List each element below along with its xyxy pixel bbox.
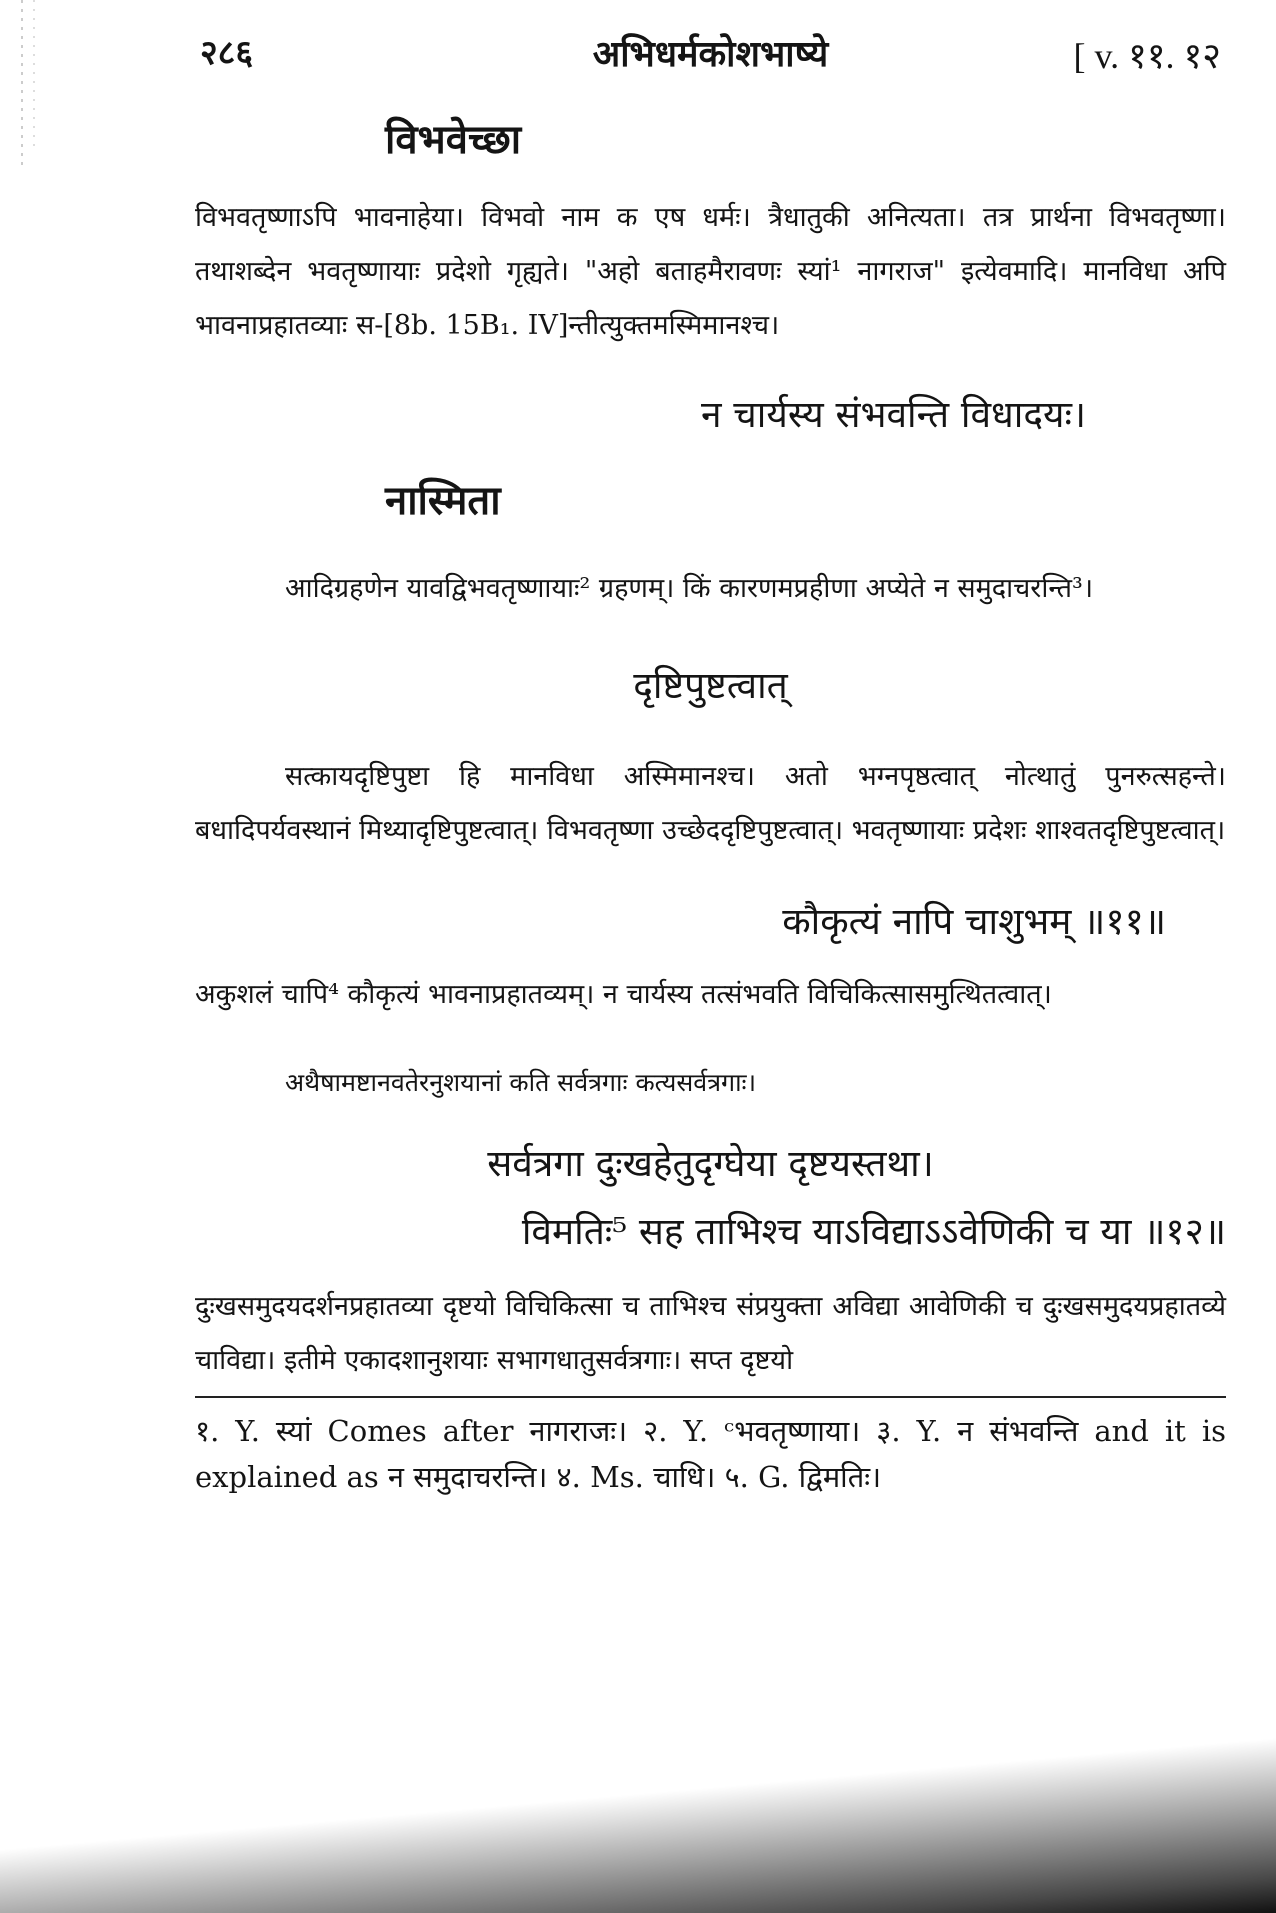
page-header bbox=[200, 28, 1221, 88]
running-title: अभिधर्मकोशभाष्ये bbox=[592, 33, 829, 75]
margin-marks bbox=[12, 0, 52, 180]
page-body bbox=[195, 110, 1226, 1500]
commentary-paragraph: विभवतृष्णाऽपि भावनाहेया। विभवो नाम क एष धर्मः। त्रैधातुकी अनित्यता। तत्र प्रार्थना विभवतृष्णा। तथाशब्देन भवतृष्णायाः प्रदेशो गृह्यते। "अहो बताहमैरावणः स्यां¹ नागराज" इत्येवमादि। मानविधा अपि भावनाप्रहातव्याः स-[8b. 15B₁. IV]न्तीत्युक्तमस्मिमानश्च। bbox=[195, 202, 1226, 341]
karika-verse: विमतिः⁵ सह ताभिश्च याऽविद्याऽऽवेणिकी च या ॥१२॥ bbox=[521, 1210, 1226, 1253]
karika-verse: कौकृत्यं नापि चाशुभम् ॥११॥ bbox=[782, 900, 1166, 943]
commentary-paragraph: आदिग्रहणेन यावद्विभवतृष्णायाः² ग्रहणम्। किं कारणमप्रहीणा अप्येते न समुदाचरन्ति³। bbox=[285, 573, 1094, 604]
commentary-paragraph: सत्कायदृष्टिपुष्टा हि मानविधा अस्मिमानश्च। अतो भग्नपृष्ठत्वात् नोत्थातुं पुनरुत्सहन्ते। बधादिपर्यवस्थानं मिथ्यादृष्टिपुष्टत्वात्। विभवतृष्णा उच्छेददृष्टिपुष्टत्वात्। भवतृष्णायाः प्रदेशः शाश्वतदृष्टिपुष्टत्वात्। bbox=[195, 761, 1226, 846]
section-heading: विभवेच्छा bbox=[385, 116, 522, 163]
commentary-paragraph: अथैषामष्टानवतेरनुशयानां कति सर्वत्रगाः कत्यसर्वत्रगाः। bbox=[285, 1068, 757, 1097]
verse-reference: [ v. ११. १२ bbox=[1073, 36, 1221, 76]
commentary-paragraph: अकुशलं चापि⁴ कौकृत्यं भावनाप्रहातव्यम्। न चार्यस्य तत्संभवति विचिकित्सासमुत्थितत्वात्। bbox=[195, 979, 1052, 1010]
section-heading: नास्मिता bbox=[385, 477, 501, 524]
footnote-divider bbox=[195, 1396, 1226, 1398]
karika-verse: सर्वत्रगा दुःखहेतुदृग्घेया दृष्टयस्तथा। bbox=[487, 1142, 934, 1185]
scan-shadow bbox=[0, 1733, 1276, 1913]
commentary-paragraph: दुःखसमुदयदर्शनप्रहातव्या दृष्टयो विचिकित्सा च ताभिश्च संप्रयुक्ता अविद्या आवेणिकी च दुःखसमुदयप्रहातव्ये चाविद्या। इतीमे एकादशानुशयाः सभागधातुसर्वत्रगाः। सप्त दृष्टयो bbox=[195, 1291, 1226, 1376]
page-number: २८६ bbox=[200, 33, 254, 73]
karika-verse: दृष्टिपुष्टत्वात् bbox=[633, 664, 788, 707]
footnotes: १. Y. स्यां Comes after नागराजः। २. Y. ᶜभवतृष्णाया। ३. Y. न संभवन्ति and it is explained as न समुदाचरन्ति। ४. Ms. चाधि। ५. G. द्विमतिः। bbox=[195, 1414, 1226, 1494]
karika-verse: न चार्यस्य संभवन्ति विधादयः। bbox=[701, 393, 1086, 436]
